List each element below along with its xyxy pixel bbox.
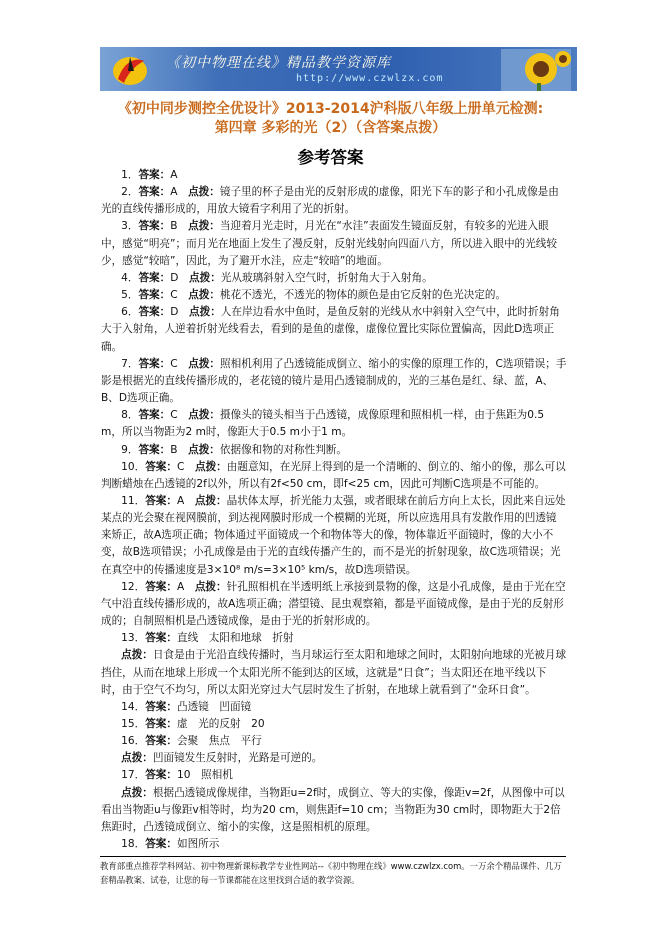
answer-item [101,630,567,647]
answer-label: 答案： [138,443,171,456]
hint-label: 点拨： [188,220,220,233]
hint-text: 光从玻璃斜射入空气时，折射角大于入射角。 [220,271,433,284]
answer-item [101,647,567,698]
hint-label: 点拨： [121,649,153,662]
answer-item [101,287,567,304]
hint-text: 晶状体太厚，折光能力太强，或者眼球在前后方向上太长，因此来自远处某点的光会聚在视网膜前，到达视网膜时形成一个模糊的光斑，所以应选用具有发散作用的凹透镜来矫正，故A选项正确；物体通过平面镜成一个和物体等大的像，物体靠近平面镜时，像的大小不变，故B选项错误；小孔成像是由于光的直线传播产生的，而不是光的折射现象，故C选项错误；光在真空中的传播速度是3×10⁸ m/s=3×10⁵ km/s，故D选项错误。 [101,494,566,576]
answer-label: 答案： [145,632,177,645]
document-title-line1: 《初中同步测控全优设计》2013-2014沪科版八年级上册单元检测: [117,101,544,117]
answer-item [101,733,567,750]
answer-number: 18． [121,838,146,851]
answer-label: 答案： [138,169,171,181]
answer-item [101,218,567,269]
hint-text: 日食是由于光沿直线传播时，当月球运行至太阳和地球之间时，太阳射向地球的光被月球挡住，从而在地球上形成一个太阳光所不能到达的区域，这就是“日食”；当太阳还在地平线以下时，由于空气不均匀，所以太阳光穿过大气层时发生了折射，在地球上就看到了“金环日食”。 [101,649,567,696]
answer-number: 14． [121,700,146,713]
answer-text: A [176,494,195,507]
hint-label: 点拨： [194,580,227,593]
answer-item [101,270,567,287]
answer-number: 3． [121,220,139,233]
answer-number: 6． [121,306,139,319]
answer-item [101,459,567,493]
answer-text: A [170,186,189,199]
answer-number: 1． [121,169,139,181]
answer-item [101,407,567,441]
answer-item [101,716,567,733]
site-logo-icon [110,51,150,87]
hint-label: 点拨： [188,289,221,302]
answer-number: 11． [121,494,146,507]
banner-title: 《初中物理在线》精品教学资源库 [166,55,391,71]
reference-answers-heading: 参考答案 [297,148,364,167]
answer-label: 答案： [145,700,177,713]
hint-text: 凹面镜发生反射时，光路是可逆的。 [152,752,323,765]
hint-label: 点拨： [189,306,221,319]
hint-label: 点拨： [188,357,221,370]
answer-label: 答案： [145,718,177,730]
answer-text: B [170,443,189,456]
answer-item [101,699,567,716]
answer-label: 答案： [138,186,171,199]
answer-label: 答案： [145,769,177,782]
hint-text: 照相机利用了凸透镜能成倒立、缩小的实像的原理工作的，C选项错误；手影是根据光的直线传播形成的，老花镜的镜片是用凸透镜制成的，光的三基色是红、绿、蓝，A、B、D选项正确。 [101,357,567,405]
answer-text: C [176,460,195,473]
answer-text: C [170,357,189,370]
header-banner [100,47,577,91]
answer-number: 8． [121,409,139,422]
hint-text: 镜子里的杯子是由光的反射形成的虚像，阳光下车的影子和小孔成像是由光的直线传播形成的，用放大镜看字利用了光的折射。 [101,186,559,216]
hint-text: 桃花不透光，不透光的物体的颜色是由它反射的色光决定的。 [220,289,507,302]
answer-label: 答案： [138,220,171,233]
answer-number: 9． [121,443,139,456]
answer-text: 10 照相机 [176,769,233,782]
page-footer: 教育部重点推荐学科网站、初中物理新课标教学专业性网站--《初中物理在线》www.czwlzx.com。一万余个精品课件、几万套精品教案、试卷，让您的每一节课都能在这里找到合适的教学资源。 [100,856,566,887]
answer-text: 凸透镜 凹面镜 [176,700,252,713]
hint-label: 点拨： [189,271,221,284]
answer-text: 会聚 焦点 平行 [176,735,262,748]
answer-label: 答案： [138,357,171,370]
hint-text: 根据凸透镜成像规律，当物距u=2f时，成倒立、等大的实像，像距v=2f，从图像中可以看出当物距u与像距v相等时，均为20 cm，则焦距f=10 cm；当物距为30 cm时，即物距大于2倍焦距时，凸透镜成倒立、缩小的实像，这是照相机的原理。 [101,786,565,833]
hint-label: 点拨： [194,494,227,507]
answer-number: 16． [121,735,146,748]
answer-item [101,356,567,407]
answer-number: 12． [121,580,146,593]
answer-text: A [176,580,195,593]
hint-text: 摄像头的镜头相当于凸透镜，成像原理和照相机一样，由于焦距为0.5 m，所以当物距为2 m时，像距大于0.5 m小于1 m。 [101,409,545,439]
answer-number: 17． [121,769,146,782]
answer-text: C [170,409,189,422]
answer-item [101,785,567,836]
hint-text: 人在岸边看水中鱼时，是鱼反射的光线从水中斜射入空气中，此时折射角大于入射角，人逆着折射光线看去，看到的是鱼的虚像，虚像位置比实际位置偏高，因此D选项正确。 [101,306,560,353]
hint-label: 点拨： [121,786,153,799]
answer-label: 答案： [138,289,171,302]
hint-label: 点拨： [121,752,153,765]
answer-label: 答案： [145,580,177,593]
answer-item [101,493,567,579]
answer-item [101,750,567,767]
answer-item [101,579,567,630]
answer-text: B [170,220,189,233]
answer-item [101,442,567,459]
hint-text: 当迎着月光走时，月光在“水洼”表面发生镜面反射，有较多的光进入眼中，感觉“明亮”；而月光在地面上发生了漫反射，反射光线射向四面八方，所以进入眼中的光线较少，感觉“较暗”，因此，为了避开水洼，应走“较暗”的地面。 [101,220,557,267]
hint-label: 点拨： [194,460,227,473]
answer-label: 答案： [145,735,177,748]
answer-item [101,767,567,784]
answer-label: 答案： [145,460,177,473]
answer-number: 7． [121,357,139,370]
hint-label: 点拨： [188,443,220,456]
answer-number: 10． [121,460,146,473]
answer-number: 15． [121,718,146,730]
answer-text: D [170,306,190,319]
answer-number: 2． [121,186,139,199]
answer-item [101,167,567,184]
answer-text: 虚 光的反射 20 [176,718,265,730]
banner-url[interactable]: http://www.czwlzx.com [296,73,444,84]
answer-text: C [170,289,189,302]
answer-number: 13． [121,632,146,645]
hint-label: 点拨： [188,409,221,422]
answer-label: 答案： [138,306,171,319]
answer-item [101,304,567,355]
answer-number: 4． [121,271,139,284]
answer-text: A [170,169,178,181]
answer-item [101,184,567,218]
answer-text: D [170,271,190,284]
hint-text: 依据像和物的对称性判断。 [219,443,348,456]
answer-text: 如图所示 [176,838,220,851]
answer-text: 直线 太阳和地球 折射 [176,632,294,645]
answer-number: 5． [121,289,139,302]
sunflower-icon [501,49,571,91]
answer-label: 答案： [138,271,171,284]
answer-label: 答案： [138,409,171,422]
document-title-line2: 第四章 多彩的光（2）（含答案点拨） [214,120,447,136]
hint-text: 由题意知，在光屏上得到的是一个清晰的、倒立的、缩小的像，那么可以判断蜡烛在凸透镜的2f以外，所以有2f<50 cm，即f<25 cm，因此可判断C选项是不可能的。 [101,460,566,490]
answer-label: 答案： [145,838,177,851]
hint-label: 点拨： [188,186,220,199]
hint-text: 针孔照相机在半透明纸上承接到景物的像，这是小孔成像，是由于光在空气中沿直线传播形成的，故A选项正确；潜望镜、昆虫观察箱，都是平面镜成像，是由于光的反射形成的；自制照相机是凸透镜成像，是由于光的折射形成的。 [101,580,566,628]
answer-label: 答案： [145,494,177,507]
answer-item [101,836,567,853]
answers-list [101,167,567,853]
